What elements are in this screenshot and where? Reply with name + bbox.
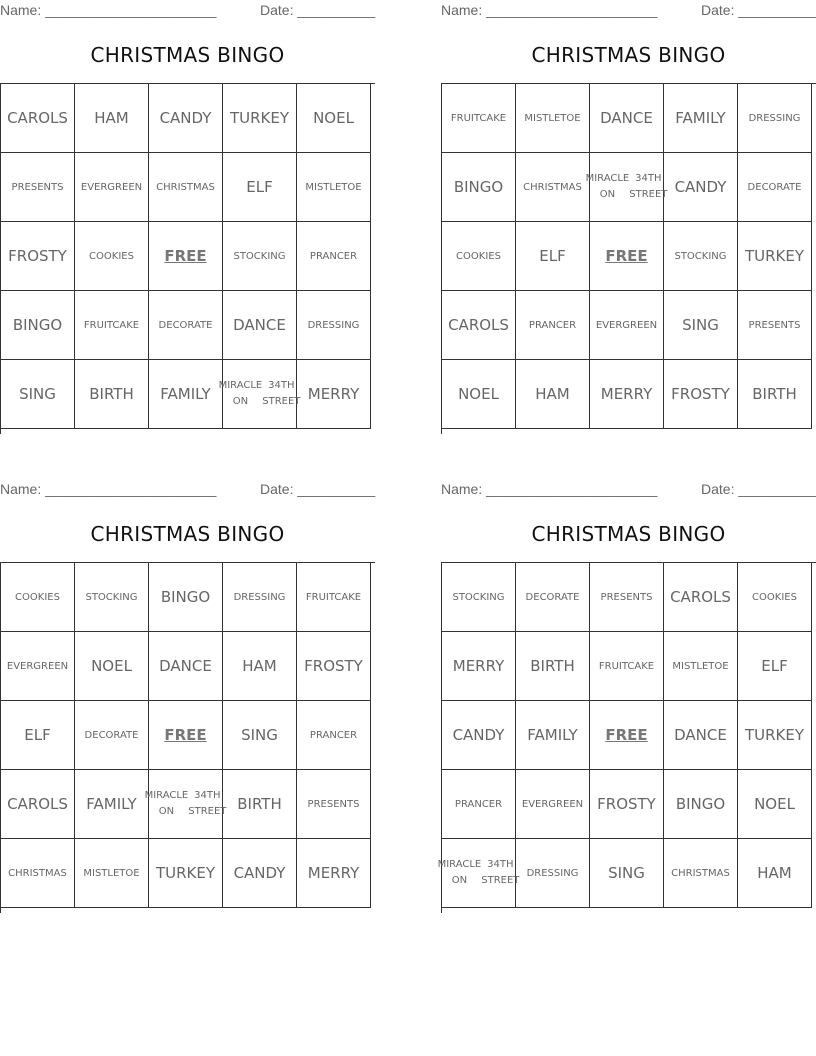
bingo-cell: COOKIES [75,222,149,291]
bingo-cell: SING [664,291,738,360]
name-field: Name: ______________________ [0,2,217,18]
name-date-line [441,0,816,20]
bingo-grid [0,562,375,913]
bingo-cell: CHRISTMAS [1,839,75,908]
bingo-cell: FAMILY [516,701,590,770]
card-title: CHRISTMAS BINGO [90,43,285,67]
card-title: CHRISTMAS BINGO [531,43,726,67]
bingo-cell: DANCE [223,291,297,360]
bingo-cell: DECORATE [738,153,812,222]
bingo-cell: BIRTH [516,632,590,701]
bingo-cell: DECORATE [149,291,223,360]
bingo-cell: ELF [223,153,297,222]
bingo-cell: SING [223,701,297,770]
bingo-cell: TURKEY [149,839,223,908]
bingo-cell: BINGO [442,153,516,222]
name-date-line [0,0,375,20]
date-field: Date: __________ [701,481,816,497]
bingo-cell: FROSTY [1,222,75,291]
bingo-cell: MIRACLE ON 34TH STREET [223,360,297,429]
bingo-cell: NOEL [738,770,812,839]
bingo-cell: CANDY [223,839,297,908]
bingo-cell: SING [590,839,664,908]
bingo-cell: MISTLETOE [75,839,149,908]
bingo-cell: MISTLETOE [664,632,738,701]
bingo-cell: CANDY [149,84,223,153]
bingo-cell: BINGO [149,563,223,632]
name-date-line [0,479,375,499]
bingo-cell: HAM [223,632,297,701]
date-field: Date: __________ [701,2,816,18]
bingo-cell: COOKIES [442,222,516,291]
bingo-cell: COOKIES [738,563,812,632]
bingo-cell: CAROLS [442,291,516,360]
bingo-cell: TURKEY [738,701,812,770]
bingo-cell: FROSTY [664,360,738,429]
bingo-cell: MERRY [442,632,516,701]
bingo-grid [437,562,816,913]
bingo-cell: CAROLS [1,770,75,839]
card-title: CHRISTMAS BINGO [90,522,285,546]
bingo-cell: DECORATE [516,563,590,632]
bingo-cell: TURKEY [223,84,297,153]
bingo-cell: ELF [1,701,75,770]
bingo-cell: FRUITCAKE [442,84,516,153]
bingo-cell: STOCKING [75,563,149,632]
bingo-cell: SING [1,360,75,429]
bingo-cell: FAMILY [149,360,223,429]
bingo-cell: MERRY [297,839,371,908]
bingo-cell: MIRACLE ON 34TH STREET [149,770,223,839]
bingo-cell: BIRTH [738,360,812,429]
bingo-cell: HAM [516,360,590,429]
bingo-cell: CANDY [664,153,738,222]
bingo-cell: PRESENTS [738,291,812,360]
bingo-cell: CHRISTMAS [149,153,223,222]
bingo-cell: CAROLS [1,84,75,153]
bingo-cell: BINGO [664,770,738,839]
bingo-cell: EVERGREEN [75,153,149,222]
bingo-cell: FRUITCAKE [75,291,149,360]
bingo-cell: FAMILY [75,770,149,839]
bingo-cell: PRESENTS [1,153,75,222]
bingo-cell: PRANCER [442,770,516,839]
card-title: CHRISTMAS BINGO [531,522,726,546]
bingo-cell: BINGO [1,291,75,360]
bingo-cell: BIRTH [75,360,149,429]
bingo-cell: PRANCER [297,222,371,291]
bingo-cell: TURKEY [738,222,812,291]
bingo-grid [441,83,816,434]
bingo-cell: MISTLETOE [516,84,590,153]
bingo-cell: FROSTY [590,770,664,839]
bingo-cell: EVERGREEN [1,632,75,701]
bingo-cell: HAM [738,839,812,908]
bingo-cell: STOCKING [664,222,738,291]
bingo-cell: MIRACLE ON 34TH STREET [590,153,664,222]
bingo-cell: ELF [738,632,812,701]
free-space: FREE [590,701,664,770]
bingo-cell: FROSTY [297,632,371,701]
free-space: FREE [149,222,223,291]
free-space: FREE [149,701,223,770]
bingo-cell: FRUITCAKE [590,632,664,701]
bingo-cell: EVERGREEN [590,291,664,360]
bingo-cell: NOEL [442,360,516,429]
bingo-cell: DRESSING [297,291,371,360]
bingo-cell: PRESENTS [297,770,371,839]
bingo-cell: DRESSING [738,84,812,153]
bingo-cell: CAROLS [664,563,738,632]
name-date-line [441,479,816,499]
free-space: FREE [590,222,664,291]
name-field: Name: ______________________ [441,481,658,497]
bingo-cell: NOEL [75,632,149,701]
bingo-cell: MERRY [297,360,371,429]
bingo-cell: FAMILY [664,84,738,153]
bingo-cell: FRUITCAKE [297,563,371,632]
bingo-cell: CANDY [442,701,516,770]
bingo-cell: DANCE [149,632,223,701]
bingo-cell: ELF [516,222,590,291]
bingo-cell: DECORATE [75,701,149,770]
date-field: Date: __________ [260,2,376,18]
bingo-grid [0,83,375,434]
bingo-cell: DANCE [664,701,738,770]
bingo-cell: BIRTH [223,770,297,839]
bingo-cell: HAM [75,84,149,153]
bingo-cell: PRANCER [516,291,590,360]
bingo-cell: DRESSING [223,563,297,632]
bingo-cell: CHRISTMAS [516,153,590,222]
bingo-cell: MISTLETOE [297,153,371,222]
bingo-cell: PRESENTS [590,563,664,632]
bingo-cell: STOCKING [442,563,516,632]
bingo-cell: EVERGREEN [516,770,590,839]
bingo-cell: MERRY [590,360,664,429]
bingo-cell: COOKIES [1,563,75,632]
bingo-cell: NOEL [297,84,371,153]
bingo-cell: PRANCER [297,701,371,770]
bingo-cell: DRESSING [516,839,590,908]
bingo-cell: STOCKING [223,222,297,291]
name-field: Name: ______________________ [0,481,217,497]
bingo-cell: MIRACLE ON 34TH STREET [442,839,516,908]
name-field: Name: ______________________ [441,2,658,18]
bingo-cell: DANCE [590,84,664,153]
date-field: Date: __________ [260,481,376,497]
bingo-cell: CHRISTMAS [664,839,738,908]
